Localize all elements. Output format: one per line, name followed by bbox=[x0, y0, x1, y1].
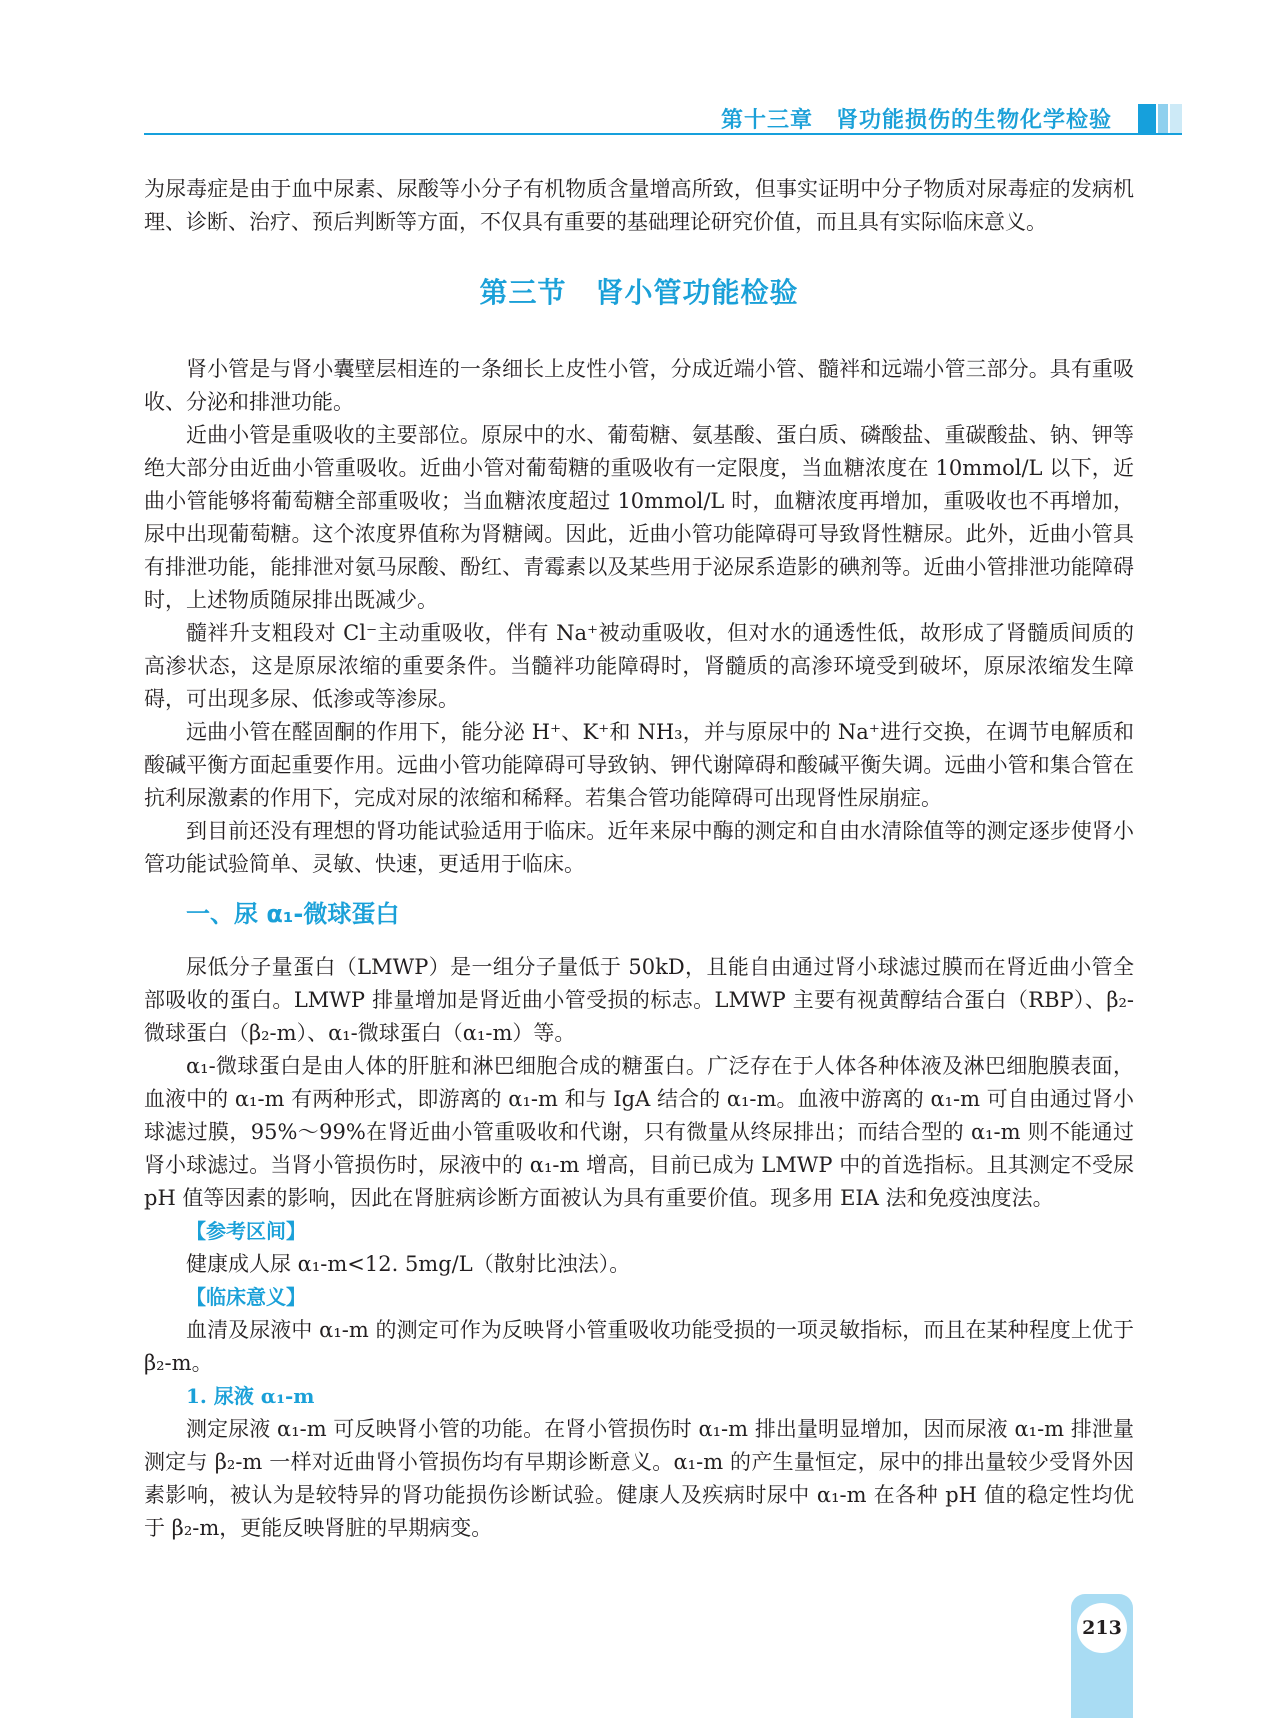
paragraph: 近曲小管是重吸收的主要部位。原尿中的水、葡萄糖、氨基酸、蛋白质、磷酸盐、重碳酸盐、钠、钾等绝大部分由近曲小管重吸收。近曲小管对葡萄糖的重吸收有一定限度，当血糖浓度在 10mmol/L 以下，近曲小管能够将葡萄糖全部重吸收；当血糖浓度超过 10mmol/L 时，血糖浓度再增加，重吸收也不再增加，尿中出现葡萄糖。这个浓度界值称为肾糖阈。因此，近曲小管功能障碍可导致肾性糖尿。此外，近曲小管具有排泄功能，能排泄对氨马尿酸、酚红、青霉素以及某些用于泌尿系造影的碘剂等。近曲小管排泄功能障碍时，上述物质随尿排出既减少。 bbox=[144, 423, 1134, 612]
paragraph: 血清及尿液中 α₁-m 的测定可作为反映肾小管重吸收功能受损的一项灵敏指标，而且在某种程度上优于 β₂-m。 bbox=[144, 1318, 1134, 1375]
header-rule bbox=[144, 133, 1182, 135]
clinical-significance-label: 【临床意义】 bbox=[186, 1285, 306, 1309]
paragraph: 髓袢升支粗段对 Cl⁻主动重吸收，伴有 Na⁺被动重吸收，但对水的通透性低，故形成了肾髓质间质的高渗状态，这是原尿浓缩的重要条件。当髓袢功能障碍时，肾髓质的高渗环境受到破坏，原尿浓缩发生障碍，可出现多尿、低渗或等渗尿。 bbox=[144, 621, 1134, 711]
paragraph: 到目前还没有理想的肾功能试验适用于临床。近年来尿中酶的测定和自由水清除值等的测定逐步使肾小管功能试验简单、灵敏、快速，更适用于临床。 bbox=[144, 819, 1134, 876]
header-accent-bar bbox=[1170, 104, 1182, 134]
chapter-title: 第十三章 肾功能损伤的生物化学检验 bbox=[720, 108, 1112, 133]
paragraph: 远曲小管在醛固酮的作用下，能分泌 H⁺、K⁺和 NH₃，并与原尿中的 Na⁺进行交换，在调节电解质和酸碱平衡方面起重要作用。远曲小管功能障碍可导致钠、钾代谢障碍和酸碱平衡失调。远曲小管和集合管在抗利尿激素的作用下，完成对尿的浓缩和稀释。若集合管功能障碍可出现肾性尿崩症。 bbox=[144, 720, 1134, 810]
section-title: 第三节 肾小管功能检验 bbox=[479, 276, 799, 309]
paragraph: 尿低分子量蛋白（LMWP）是一组分子量低于 50kD，且能自由通过肾小球滤过膜而在肾近曲小管全部吸收的蛋白。LMWP 排量增加是肾近曲小管受损的标志。LMWP 主要有视黄醇结合蛋白（RBP）、β₂-微球蛋白（β₂-m）、α₁-微球蛋白（α₁-m）等。 bbox=[144, 955, 1134, 1045]
header-accent-bar bbox=[1158, 104, 1168, 134]
page-number: 213 bbox=[1077, 1603, 1127, 1653]
header-accent-bar bbox=[1138, 104, 1156, 134]
numbered-heading: 1. 尿液 α₁-m bbox=[186, 1384, 315, 1408]
reference-range-label: 【参考区间】 bbox=[186, 1219, 306, 1243]
page-body bbox=[144, 173, 1134, 1545]
paragraph: 为尿毒症是由于血中尿素、尿酸等小分子有机物质含量增高所致，但事实证明中分子物质对尿毒症的发病机理、诊断、治疗、预后判断等方面，不仅具有重要的基础理论研究价值，而且具有实际临床意义。 bbox=[144, 177, 1134, 234]
page-header bbox=[0, 0, 1275, 140]
paragraph: 肾小管是与肾小囊壁层相连的一条细长上皮性小管，分成近端小管、髓袢和远端小管三部分。具有重吸收、分泌和排泄功能。 bbox=[144, 357, 1134, 414]
paragraph: 健康成人尿 α₁-m<12. 5mg/L（散射比浊法）。 bbox=[186, 1252, 631, 1276]
subsection-heading: 一、尿 α₁-微球蛋白 bbox=[186, 900, 400, 928]
paragraph: 测定尿液 α₁-m 可反映肾小管的功能。在肾小管损伤时 α₁-m 排出量明显增加，因而尿液 α₁-m 排泄量测定与 β₂-m 一样对近曲肾小管损伤均有早期诊断意义。α₁-m 的产生量恒定，尿中的排出量较少受肾外因素影响，被认为是较特异的肾功能损伤诊断试验。健康人及疾病时尿中 α₁-m 在各种 pH 值的稳定性均优于 β₂-m，更能反映肾脏的早期病变。 bbox=[144, 1417, 1134, 1540]
paragraph: α₁-微球蛋白是由人体的肝脏和淋巴细胞合成的糖蛋白。广泛存在于人体各种体液及淋巴细胞膜表面，血液中的 α₁-m 有两种形式，即游离的 α₁-m 和与 IgA 结合的 α₁-m。血液中游离的 α₁-m 可自由通过肾小球滤过膜，95%～99%在肾近曲小管重吸收和代谢，只有微量从终尿排出；而结合型的 α₁-m 则不能通过肾小球滤过。当肾小管损伤时，尿液中的 α₁-m 增高，目前已成为 LMWP 中的首选指标。且其测定不受尿 pH 值等因素的影响，因此在肾脏病诊断方面被认为具有重要价值。现多用 EIA 法和免疫浊度法。 bbox=[144, 1054, 1134, 1210]
